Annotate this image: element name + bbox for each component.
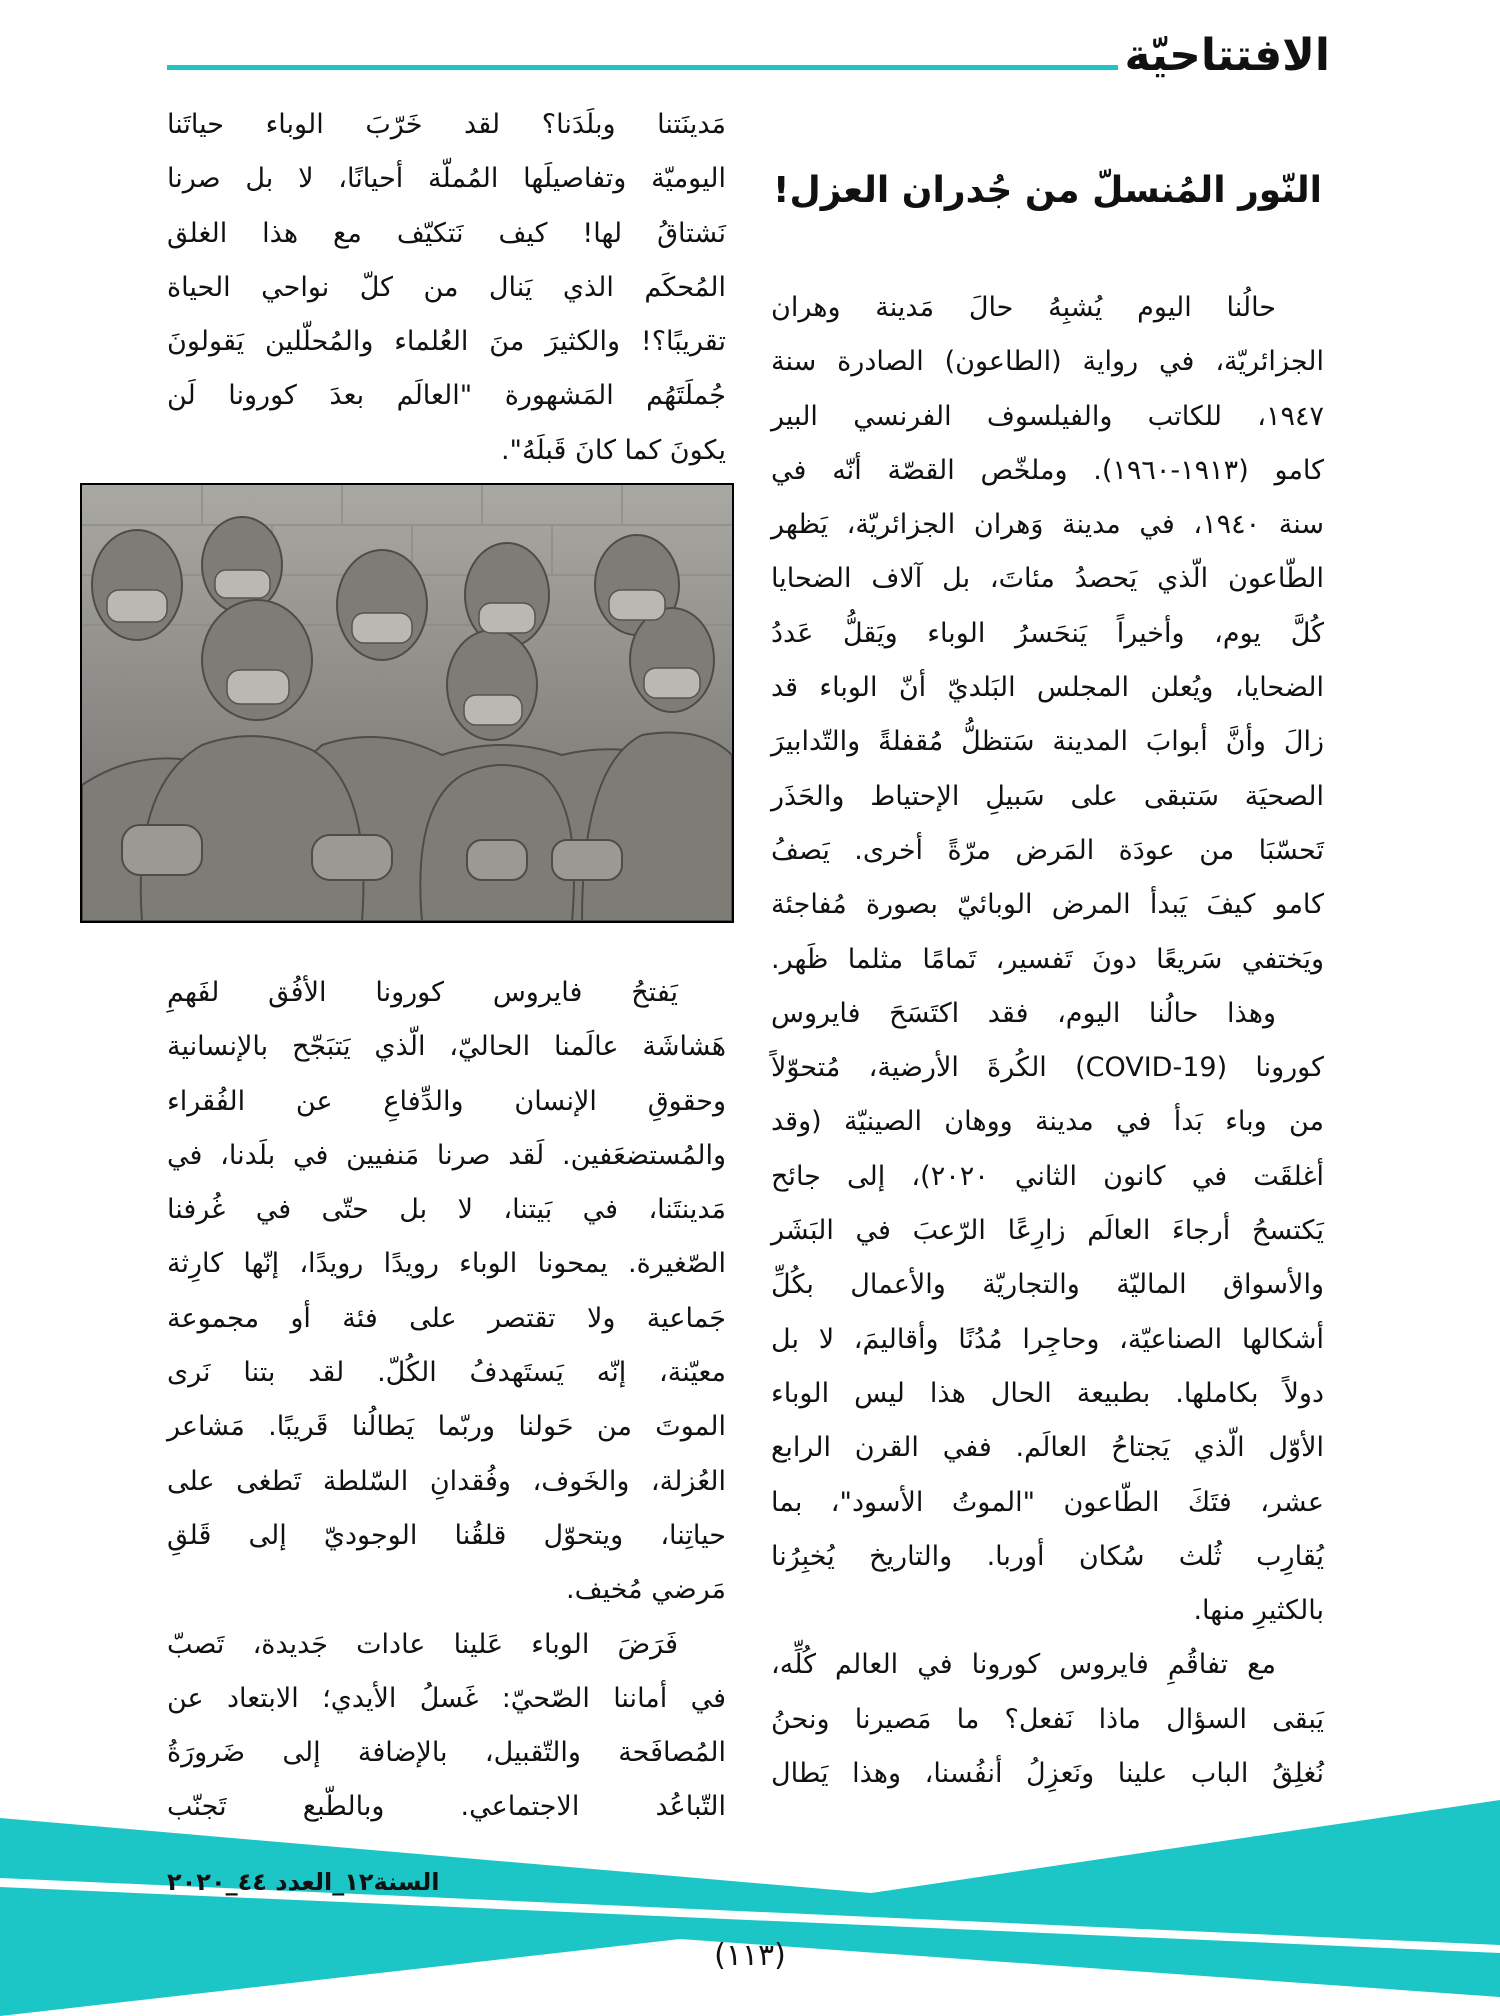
text-line: الأوّل الّذي يَجتاحُ العالَم. ففي القرن الرابع (771, 1432, 1324, 1464)
issue-info: السنة١٢_العدد ٤٤_٢٠٢٠ (167, 1868, 440, 1896)
text-line: معيّنة، إنّه يَستَهدفُ الكُلّ. لقد بتنا نَرى (167, 1357, 726, 1389)
text-line: هَشاشَة عالَمنا الحاليّ، الّذي يَتبَجّح بالإنسانية (167, 1031, 726, 1063)
text-line: الموتَ من حَولنا وربّما يَطالُنا قَريبًا. مَشاعر (167, 1411, 726, 1443)
text-line: فَرَضَ الوباء عَلينا عادات جَديدة، تَصبّ (167, 1628, 678, 1660)
text-line: المُحكَم الذي يَنال من كلّ نواحي الحياة (167, 271, 726, 303)
text-line: التّباعُد الاجتماعي. وبالطّبع تَجنّب (167, 1791, 726, 1823)
text-line: الجزائريّة، في رواية (الطاعون) الصادرة سنة (771, 346, 1324, 378)
text-line: يَكتسحُ أرجاءَ العالَم زارِعًا الرّعبَ في البَشَر (771, 1215, 1324, 1247)
text-line: أغلقَت في كانون الثاني ٢٠٢٠)، إلى جائح (771, 1160, 1325, 1192)
text-line: ١٩٤٧، للكاتب والفيلسوف الفرنسي البير (771, 400, 1324, 432)
text-line: يَفتحُ فايروس كورونا الأفُق لفَهمِ (167, 977, 678, 1008)
section-title: الافتتاحيّة (1124, 30, 1330, 81)
text-line: نُغلِقُ الباب علينا ونَعزِلُ أنفُسنا، وهذا يَطال (771, 1758, 1324, 1790)
text-line: يكونَ كما كانَ قَبلَهُ". (500, 434, 726, 466)
text-line: يُقارِب ثُلث سُكان أوربا. والتاريخ يُخبِرُنا (771, 1540, 1324, 1572)
text-line: مع تفاقُمِ فايروس كورونا في العالم كُلِّه، (771, 1649, 1276, 1681)
text-line: وهذا حالُنا اليوم، فقد اكتَسَحَ فايروس (771, 997, 1276, 1029)
text-line: الطّاعون الّذي يَحصدُ مئاتَ، بل آلاف الضحايا (771, 563, 1324, 595)
text-line: بالكثيرِ منها. (1193, 1595, 1324, 1627)
text-line: حالُنا اليوم يُشبِهُ حالَ مَدينة وهران (771, 292, 1276, 323)
text-line: جَماعية ولا تقتصر على فئة أو مجموعة (167, 1302, 726, 1334)
text-line: العُزلة، والخَوف، وفُقدانِ السّلطة تَطغى على (167, 1465, 726, 1497)
text-line: الضحايا، ويُعلن المجلس البَلديّ أنّ الوباء قد (771, 672, 1324, 704)
text-line: كامو (١٩١٣-١٩٦٠). وملخّص القصّة أنّه في (771, 454, 1325, 486)
text-line: مَدينَتنا وبلَدَنا؟ لقد خَرّبَ الوباء حياتَنا (167, 109, 726, 140)
text-line: اليوميّة وتفاصيلَها المُملّة أحيانًا، لا بل صرنا (167, 163, 726, 195)
text-line: مَرضي مُخيف. (566, 1574, 726, 1606)
text-line: الصّغيرة. يمحونا الوباء رويدًا رويدًا، إنّها كارِثة (167, 1248, 726, 1280)
text-line: سنة ١٩٤٠، في مدينة وَهران الجزائريّة، يَظهر (771, 509, 1324, 541)
text-line: مَدينتَنا، في بَيتنا، لا بل حتّى في غُرفنا (167, 1194, 726, 1226)
text-line: والأسواق الماليّة والتجاريّة والأعمال بكُلِّ (771, 1269, 1324, 1301)
page-number: (١١٣) (714, 1938, 786, 1973)
text-line: المُصافَحة والتّقبيل، بالإضافة إلى ضَرورَةُ (167, 1737, 726, 1769)
text-line: كُلَّ يوم، وأخيراً يَنحَسرُ الوباء ويَقلُّ عَددُ (771, 617, 1324, 649)
footer-teal-band (0, 1800, 1500, 2016)
text-line: في أماننا الصّحيّ: غَسلُ الأيدي؛ الابتعاد عن (167, 1682, 726, 1714)
text-line: تَحسّبَا من عودَة المَرض مرّةً أخرى. يَصفُ (771, 834, 1324, 866)
article-title: النّور المُنسلّ من جُدران العزل! (773, 170, 1322, 211)
text-line: ويَختفي سَريعًا دونَ تَفسير، تَمامًا مثلما ظَهر. (771, 943, 1324, 975)
text-line: الصحيَة سَتبقى على سَبيلِ الإحتياط والحَذَر (771, 780, 1324, 812)
text-line: كورونا (COVID-19) الكُرةَ الأرضية، مُتحوّلاً (771, 1052, 1324, 1084)
text-line: زالَ وأنَّ أبوابَ المدينة سَتظلُّ مُقفلةً والتّدابيرَ (771, 726, 1324, 758)
text-line: يَبقى السؤال ماذا نَفعل؟ ما مَصيرنا ونحنُ (771, 1703, 1324, 1735)
text-line: وحقوقِ الإنسان والدِّفاعِ عن الفُقراء (167, 1085, 726, 1117)
text-line: من وباء بَدأ في مدينة ووهان الصينيّة (وقد (771, 1106, 1324, 1138)
text-line: جُملَتَهُم المَشهورة "العالَم بعدَ كورونا لَن (167, 380, 726, 412)
text-line: كامو كيفَ يَبدأ المرض الوبائيّ بصورة مُفاجئة (771, 889, 1324, 921)
text-line: عشر، فتَكَ الطّاعون "الموتُ الأسود"، بما (771, 1486, 1324, 1518)
text-line: أشكالها الصناعيّة، وحاجِرا مُدُنًا وأقاليمَ، لا بل (771, 1323, 1324, 1355)
text-line: دولاً بكاملها. بطبيعة الحال هذا ليس الوباء (771, 1377, 1324, 1409)
text-line: والمُستضعَفين. لَقد صرنا مَنفيين في بلَدنا، في (167, 1139, 726, 1171)
text-line: حياتِنا، ويتحوّل قلقُنا الوجوديّ إلى قَلقِ (167, 1519, 726, 1551)
text-line: تقريبًا؟! والكثيرَ منَ العُلماء والمُحلّلين يَقولونَ (167, 326, 726, 358)
text-line: نَشتاقُ لها! كيف نَتكيّف مع هذا الغلق (167, 217, 726, 249)
